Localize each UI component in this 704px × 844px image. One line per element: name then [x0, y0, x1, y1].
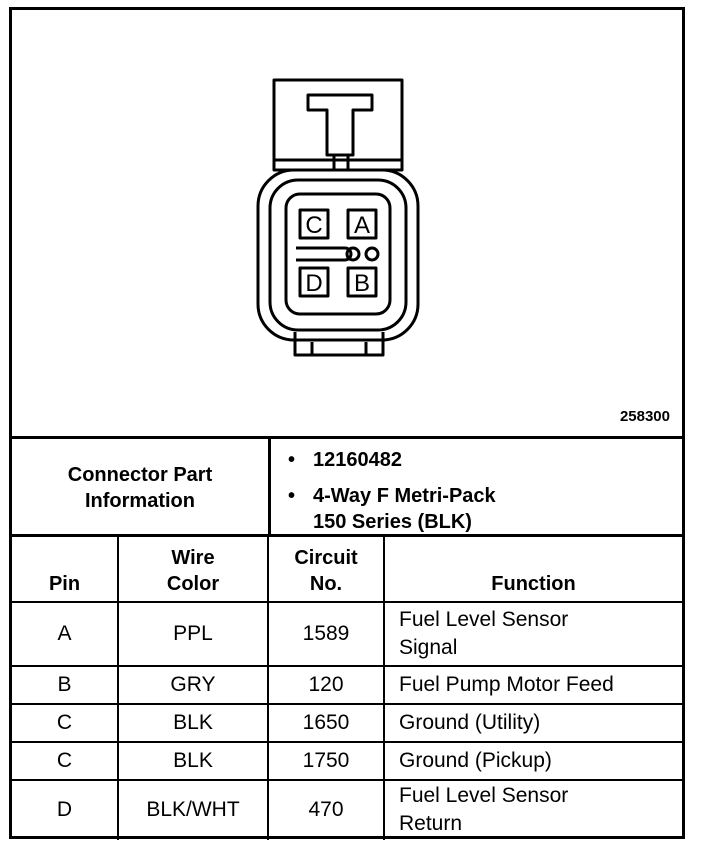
table-row [12, 742, 682, 780]
cell-wire: BLK [118, 742, 268, 780]
header-function: Function [384, 536, 682, 602]
bullet-1: • [288, 449, 296, 471]
description-line2: 150 Series (BLK) [313, 511, 472, 533]
cell-pin: C [12, 742, 118, 780]
part-info-details [271, 439, 682, 537]
part-number-item [288, 447, 402, 473]
bullet-2: • [288, 485, 296, 507]
divider-key [296, 248, 351, 260]
cell-function: Ground (Pickup) [384, 742, 682, 780]
key-circle-left [347, 248, 359, 260]
cell-function: Fuel Pump Motor Feed [384, 666, 682, 704]
cell-wire: BLK [118, 704, 268, 742]
connector-diagram [12, 10, 682, 436]
cell-pin: C [12, 704, 118, 742]
connector-part-info [12, 436, 682, 537]
latch-post [334, 155, 348, 170]
pin-label-d: D [305, 270, 323, 297]
connector-info-sheet [9, 7, 685, 839]
latch-tab [308, 95, 372, 155]
pin-label-a: A [353, 212, 371, 239]
cell-pin: B [12, 666, 118, 704]
cell-function: Fuel Level Sensor Signal [384, 602, 682, 666]
cell-circuit: 120 [268, 666, 384, 704]
table-header-row [12, 536, 682, 602]
cell-function: Ground (Utility) [384, 704, 682, 742]
header-wire-color: Wire Color [118, 536, 268, 602]
part-number: 12160482 [313, 449, 402, 471]
table-row [12, 704, 682, 742]
cell-function: Fuel Level Sensor Return [384, 780, 682, 840]
description-line1: 4-Way F Metri-Pack [313, 485, 496, 507]
header-pin: Pin [12, 536, 118, 602]
table-row [12, 602, 682, 666]
cell-wire: PPL [118, 602, 268, 666]
connector-face-drawing [12, 10, 682, 436]
pin-label-c: C [305, 212, 323, 239]
cell-pin: A [12, 602, 118, 666]
pin-label-b: B [353, 270, 371, 297]
part-info-label [12, 439, 271, 537]
connector-description-item [288, 483, 496, 535]
cell-circuit: 1589 [268, 602, 384, 666]
cell-pin: D [12, 780, 118, 840]
header-circuit-no: Circuit No. [268, 536, 384, 602]
pin-table [12, 534, 682, 840]
cell-circuit: 1750 [268, 742, 384, 780]
cell-wire: GRY [118, 666, 268, 704]
table-row [12, 666, 682, 704]
bottom-lock [295, 332, 383, 355]
part-info-label-line2: Information [85, 490, 195, 512]
cell-wire: BLK/WHT [118, 780, 268, 840]
table-row [12, 780, 682, 840]
cell-circuit: 470 [268, 780, 384, 840]
figure-id: 258300 [619, 408, 670, 425]
key-circle-right [366, 248, 378, 260]
part-info-label-line1: Connector Part [67, 464, 213, 486]
connector-shell-inner [270, 180, 406, 330]
cell-circuit: 1650 [268, 704, 384, 742]
